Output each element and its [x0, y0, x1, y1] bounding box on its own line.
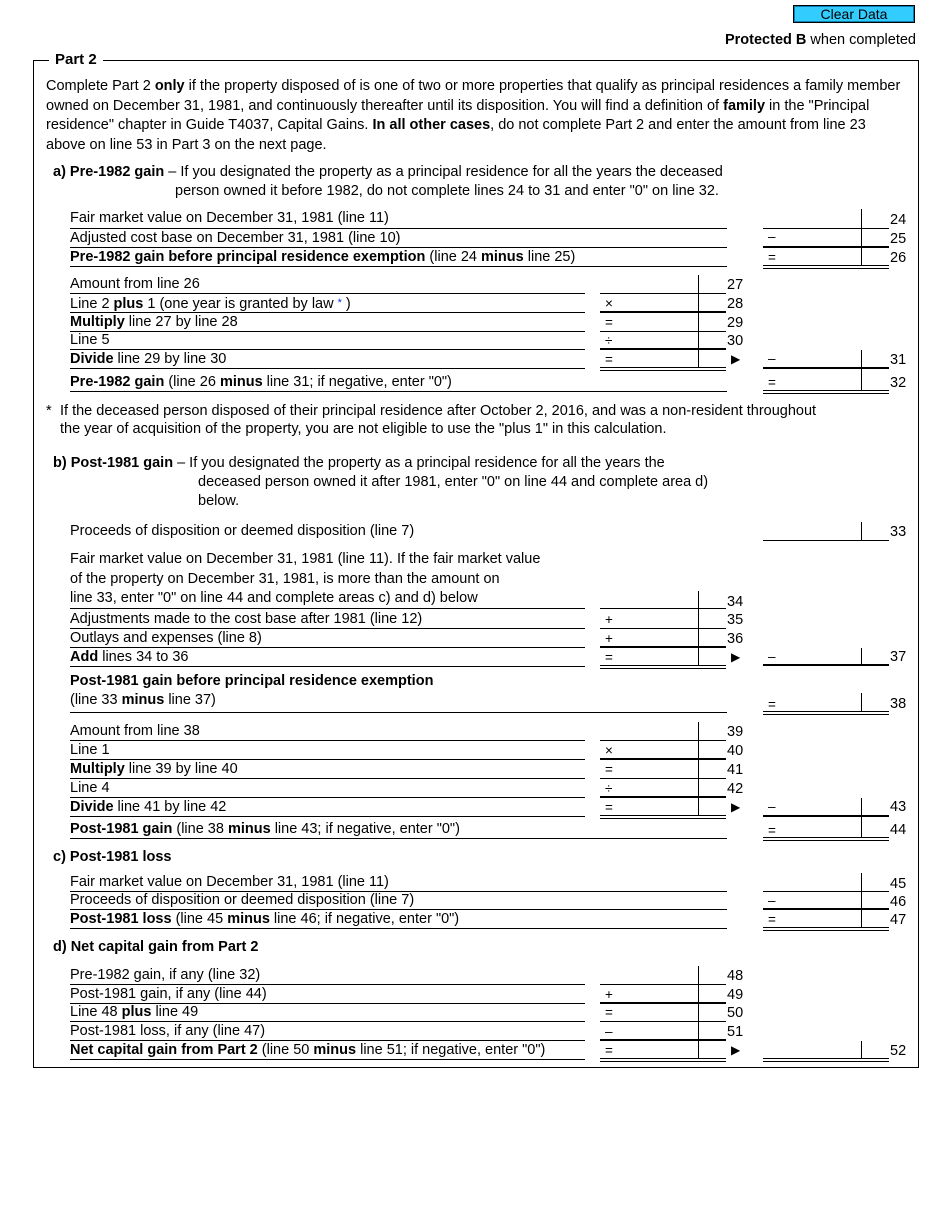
line-33-input[interactable]	[764, 523, 864, 541]
line-number-34: 34	[727, 594, 744, 610]
line-31-input[interactable]	[780, 351, 864, 369]
line-24-input[interactable]	[764, 210, 864, 228]
plus-operator: +	[605, 631, 613, 646]
line-31-label: Divide line 29 by line 30	[70, 351, 227, 367]
equals-operator: =	[605, 315, 613, 330]
line-number-45: 45	[890, 876, 907, 892]
line-51-input[interactable]	[618, 1023, 701, 1040]
line-number-37: 37	[890, 649, 907, 665]
line-number-29: 29	[727, 315, 744, 331]
line-51-label: Post-1981 loss, if any (line 47)	[70, 1023, 266, 1039]
line-30-label: Line 5	[70, 332, 110, 348]
arrow-icon: ▶	[731, 650, 741, 664]
equals-operator: =	[768, 375, 776, 390]
equals-operator: =	[768, 912, 776, 927]
line-39-label: Amount from line 38	[70, 723, 200, 739]
line-42-label: Line 4	[70, 780, 110, 796]
divide-operator: ÷	[605, 781, 613, 796]
line-number-33: 33	[890, 524, 907, 540]
equals-operator: =	[605, 800, 613, 815]
line-26-input[interactable]	[764, 248, 864, 266]
minus-operator: –	[768, 229, 776, 244]
line-37-label: Add lines 34 to 36	[70, 649, 189, 665]
equals-operator: =	[605, 1043, 613, 1058]
line-49-label: Post-1981 gain, if any (line 44)	[70, 986, 267, 1002]
equals-operator: =	[768, 823, 776, 838]
line-45-label: Fair market value on December 31, 1981 (line 11)	[70, 874, 389, 890]
line-31-left-input[interactable]	[618, 351, 701, 369]
line-number-35: 35	[727, 612, 744, 628]
line-38-input[interactable]	[780, 694, 864, 712]
equals-operator: =	[605, 1005, 613, 1020]
line-44-input[interactable]	[780, 821, 864, 838]
plus-operator: +	[605, 987, 613, 1002]
minus-operator: –	[768, 893, 776, 908]
line-34-label-2: of the property on December 31, 1981, is more than the amount on	[70, 571, 500, 587]
line-number-46: 46	[890, 894, 907, 910]
times-operator: ×	[605, 743, 613, 758]
line-48-input[interactable]	[601, 967, 701, 985]
part-title: Part 2	[49, 51, 103, 68]
line-27-label: Amount from line 26	[70, 276, 200, 292]
line-24-label: Fair market value on December 31, 1981 (line 11)	[70, 210, 389, 226]
section-c-heading: c) Post-1981 loss	[53, 849, 172, 865]
section-b-heading-cont2: below.	[198, 493, 240, 509]
line-35-label: Adjustments made to the cost base after 1981 (line 12)	[70, 611, 423, 627]
line-29-input[interactable]	[618, 314, 701, 332]
clear-data-button[interactable]: Clear Data	[793, 5, 915, 23]
divide-operator: ÷	[605, 333, 613, 348]
section-a-heading-cont: person owned it before 1982, do not complete lines 24 to 31 and enter "0" on line 32.	[175, 183, 719, 199]
line-37-input[interactable]	[780, 648, 864, 665]
line-44-label: Post-1981 gain (line 38 minus line 43; if negative, enter "0")	[70, 821, 460, 837]
minus-operator: –	[768, 649, 776, 664]
line-number-43: 43	[890, 799, 907, 815]
line-number-30: 30	[727, 333, 744, 349]
equals-operator: =	[605, 762, 613, 777]
line-29-label: Multiply line 27 by line 28	[70, 314, 238, 330]
part-2-instructions: Complete Part 2 only if the property disposed of is one of two or more properties that qualify as principal residences a family member owned on December 31, 1981, and continuously thereafter until its disposition. You will find a definition of family in the "Principal residence" chapter in Guide T4037, Capital Gains. In all other cases, do not complete Part 2 and enter the amount from line 23 above on line 53 in Part 3 on the next page.	[46, 78, 901, 153]
line-42-input[interactable]	[618, 780, 701, 797]
equals-operator: =	[605, 650, 613, 665]
line-32-input[interactable]	[780, 374, 864, 391]
line-43-label: Divide line 41 by line 42	[70, 799, 227, 815]
equals-operator: =	[768, 697, 776, 712]
line-25-label: Adjusted cost base on December 31, 1981 (line 10)	[70, 230, 401, 246]
line-number-36: 36	[727, 631, 744, 647]
arrow-icon: ▶	[731, 800, 741, 814]
line-34-input[interactable]	[601, 592, 701, 609]
line-number-49: 49	[727, 987, 744, 1003]
line-number-44: 44	[890, 822, 907, 838]
line-40-label: Line 1	[70, 742, 110, 758]
plus-operator: +	[605, 612, 613, 627]
line-34-label-1: Fair market value on December 31, 1981 (line 11). If the fair market value	[70, 551, 541, 567]
line-47-input[interactable]	[780, 911, 864, 928]
equals-operator: =	[768, 250, 776, 265]
line-number-31: 31	[890, 352, 907, 368]
minus-operator: –	[768, 351, 776, 366]
equals-operator: =	[605, 352, 613, 367]
line-36-label: Outlays and expenses (line 8)	[70, 630, 262, 646]
line-38-label-2: (line 33 minus line 37)	[70, 692, 216, 708]
line-number-42: 42	[727, 781, 744, 797]
line-35-input[interactable]	[618, 611, 701, 629]
section-a-heading: a) Pre-1982 gain – If you designated the property as a principal residence for all the years the deceased	[53, 164, 723, 180]
line-33-label: Proceeds of disposition or deemed disposition (line 7)	[70, 523, 415, 539]
line-number-28: 28	[727, 296, 744, 312]
line-25-input[interactable]	[764, 229, 864, 247]
section-b-heading-cont: deceased person owned it after 1981, enter "0" on line 44 and complete area d)	[198, 474, 709, 490]
line-50-label: Line 48 plus line 49	[70, 1004, 199, 1020]
line-number-41: 41	[727, 762, 744, 778]
line-36-input[interactable]	[618, 630, 701, 647]
line-28-input[interactable]	[618, 295, 701, 313]
line-30-input[interactable]	[618, 332, 701, 350]
line-52-left-input[interactable]	[618, 1042, 701, 1059]
line-number-26: 26	[890, 250, 907, 266]
line-38-label-1: Post-1981 gain before principal residence exemption	[70, 673, 434, 689]
line-39-input[interactable]	[601, 723, 701, 741]
line-number-52: 52	[890, 1043, 907, 1059]
line-number-38: 38	[890, 696, 907, 712]
line-number-40: 40	[727, 743, 744, 759]
line-number-50: 50	[727, 1005, 744, 1021]
line-28-label: Line 2 plus 1 (one year is granted by law * )	[70, 296, 351, 312]
times-operator: ×	[605, 296, 613, 311]
line-26-label: Pre-1982 gain before principal residence exemption (line 24 minus line 25)	[70, 249, 576, 265]
line-32-label: Pre-1982 gain (line 26 minus line 31; if negative, enter "0")	[70, 374, 452, 390]
line-45-input[interactable]	[764, 874, 864, 892]
line-number-47: 47	[890, 912, 907, 928]
section-b-heading: b) Post-1981 gain – If you designated the property as a principal residence for all the years the	[53, 455, 665, 471]
line-number-48: 48	[727, 968, 744, 984]
line-43-left-input[interactable]	[618, 799, 701, 816]
line-48-label: Pre-1982 gain, if any (line 32)	[70, 967, 261, 983]
line-47-label: Post-1981 loss (line 45 minus line 46; if negative, enter "0")	[70, 911, 460, 927]
line-49-input[interactable]	[618, 986, 701, 1003]
line-46-input[interactable]	[780, 892, 864, 909]
line-27-input[interactable]	[601, 276, 701, 294]
line-41-input[interactable]	[618, 761, 701, 779]
section-d-heading: d) Net capital gain from Part 2	[53, 939, 259, 955]
protected-b-label: Protected B when completed	[724, 32, 916, 48]
line-number-25: 25	[890, 231, 907, 247]
line-40-input[interactable]	[618, 742, 701, 759]
line-46-label: Proceeds of disposition or deemed disposition (line 7)	[70, 892, 415, 908]
line-number-24: 24	[890, 212, 907, 228]
line-37-left-input[interactable]	[618, 649, 701, 666]
line-number-39: 39	[727, 724, 744, 740]
line-34-label-3: line 33, enter "0" on line 44 and complete areas c) and d) below	[70, 590, 478, 606]
arrow-icon: ▶	[731, 1043, 741, 1057]
line-52-input[interactable]	[764, 1042, 864, 1059]
line-number-32: 32	[890, 375, 907, 391]
arrow-icon: ▶	[731, 352, 741, 366]
line-number-51: 51	[727, 1024, 744, 1040]
minus-operator: –	[605, 1024, 613, 1039]
line-41-label: Multiply line 39 by line 40	[70, 761, 238, 777]
line-52-label: Net capital gain from Part 2 (line 50 minus line 51; if negative, enter "0")	[70, 1042, 546, 1058]
line-43-input[interactable]	[780, 798, 864, 816]
minus-operator: –	[768, 799, 776, 814]
line-number-27: 27	[727, 277, 744, 293]
plus-one-footnote: * If the deceased person disposed of their principal residence after October 2, 2016, and was a non-resident throughout the year of acquisition of the property, you are not eligible to use the "plus 1" in this calculation.	[46, 403, 817, 437]
line-50-input[interactable]	[618, 1004, 701, 1022]
